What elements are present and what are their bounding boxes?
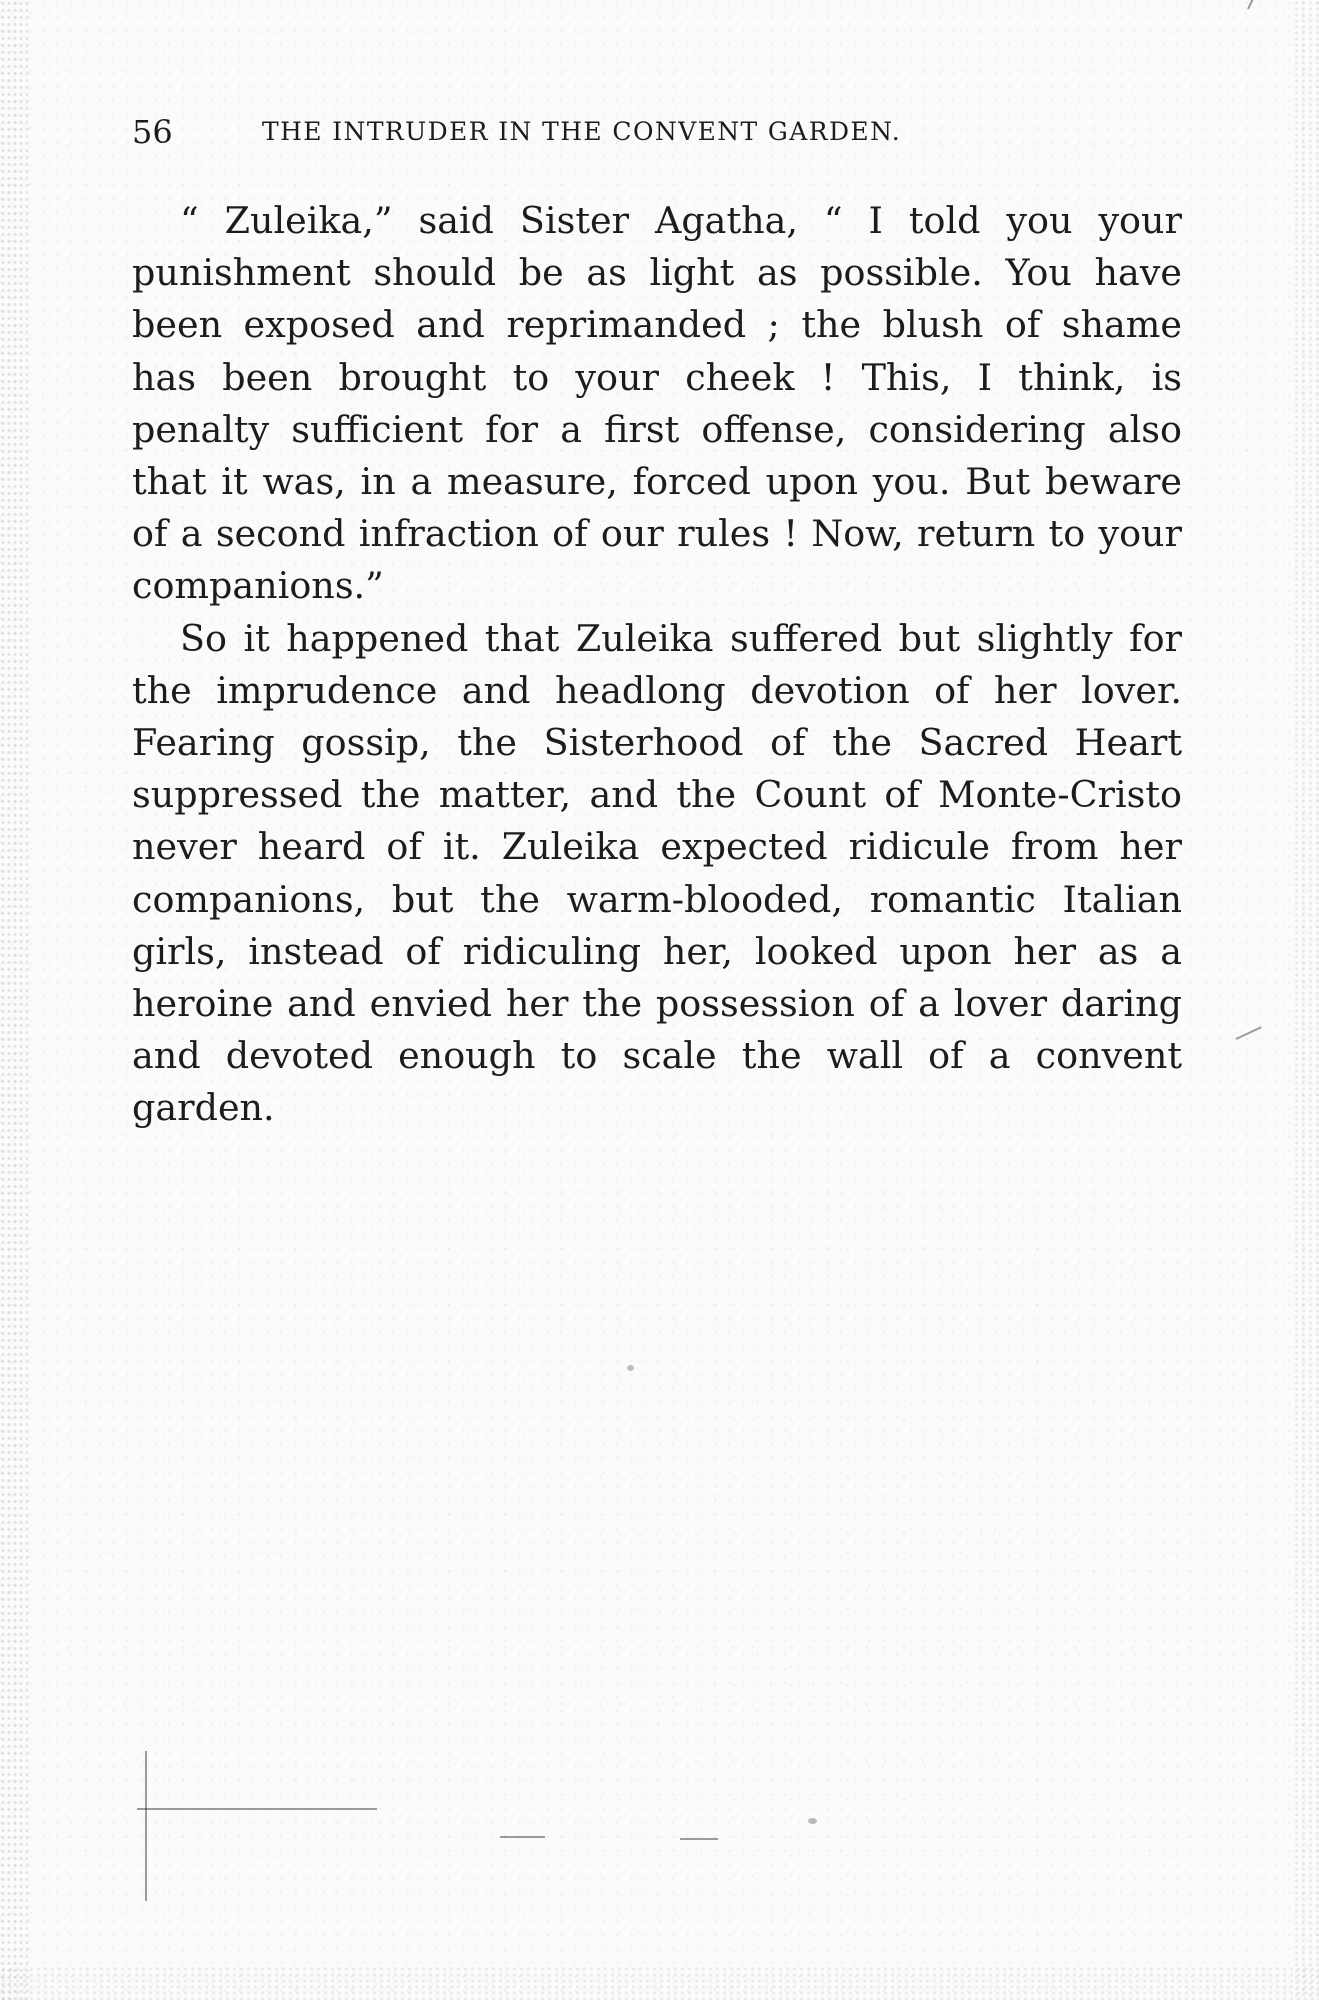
running-header-title: THE INTRUDER IN THE CONVENT GARDEN. [262, 117, 902, 146]
scan-artifact-bottom-right [680, 1838, 718, 1840]
page-number: 56 [132, 113, 173, 151]
narrative-paragraph: So it happened that Zuleika suffered but slightly for the imprudence and headlong devotion of her lover. Fearing gossip, the Sisterhood of the Sacred Heart suppressed the matter, and the Count of Monte-Cristo never heard of it. Zuleika expected ridicule from her companions, but the warm-blooded, romantic Italian girls, instead of ridiculing her, looked upon her as a heroine and envied her the possession of a lover daring and devoted enough to scale the wall of a convent garden. [132, 616, 1182, 1130]
running-header [132, 112, 1072, 152]
main-text-block [132, 195, 1182, 1135]
scan-artifact-bottom-left-vertical [145, 1751, 147, 1901]
scan-artifact-right-margin [1236, 1026, 1262, 1040]
right-page-edge-speckle [1293, 0, 1319, 2000]
ink-speck-lower-middle [808, 1818, 817, 1824]
scan-artifact-bottom-middle [500, 1836, 545, 1838]
scan-artifact-upper-right [1247, 0, 1270, 9]
left-page-edge-speckle [0, 0, 28, 2000]
dialogue-paragraph: “ Zuleika,” said Sister Agatha, “ I told you your punishment should be as light as possible. You have been exposed and reprimanded ; the blush of shame has been brought to your cheek ! This, I think, is penalty sufficient for a first offense, considering also that it was, in a measure, forced upon you. But beware of a second infraction of our rules ! Now, return to your companions.” [132, 199, 1182, 608]
ink-speck-upper-middle [627, 1365, 634, 1371]
scan-artifact-bottom-left-horizontal [137, 1808, 377, 1810]
bottom-page-edge-speckle [0, 1966, 1319, 2000]
